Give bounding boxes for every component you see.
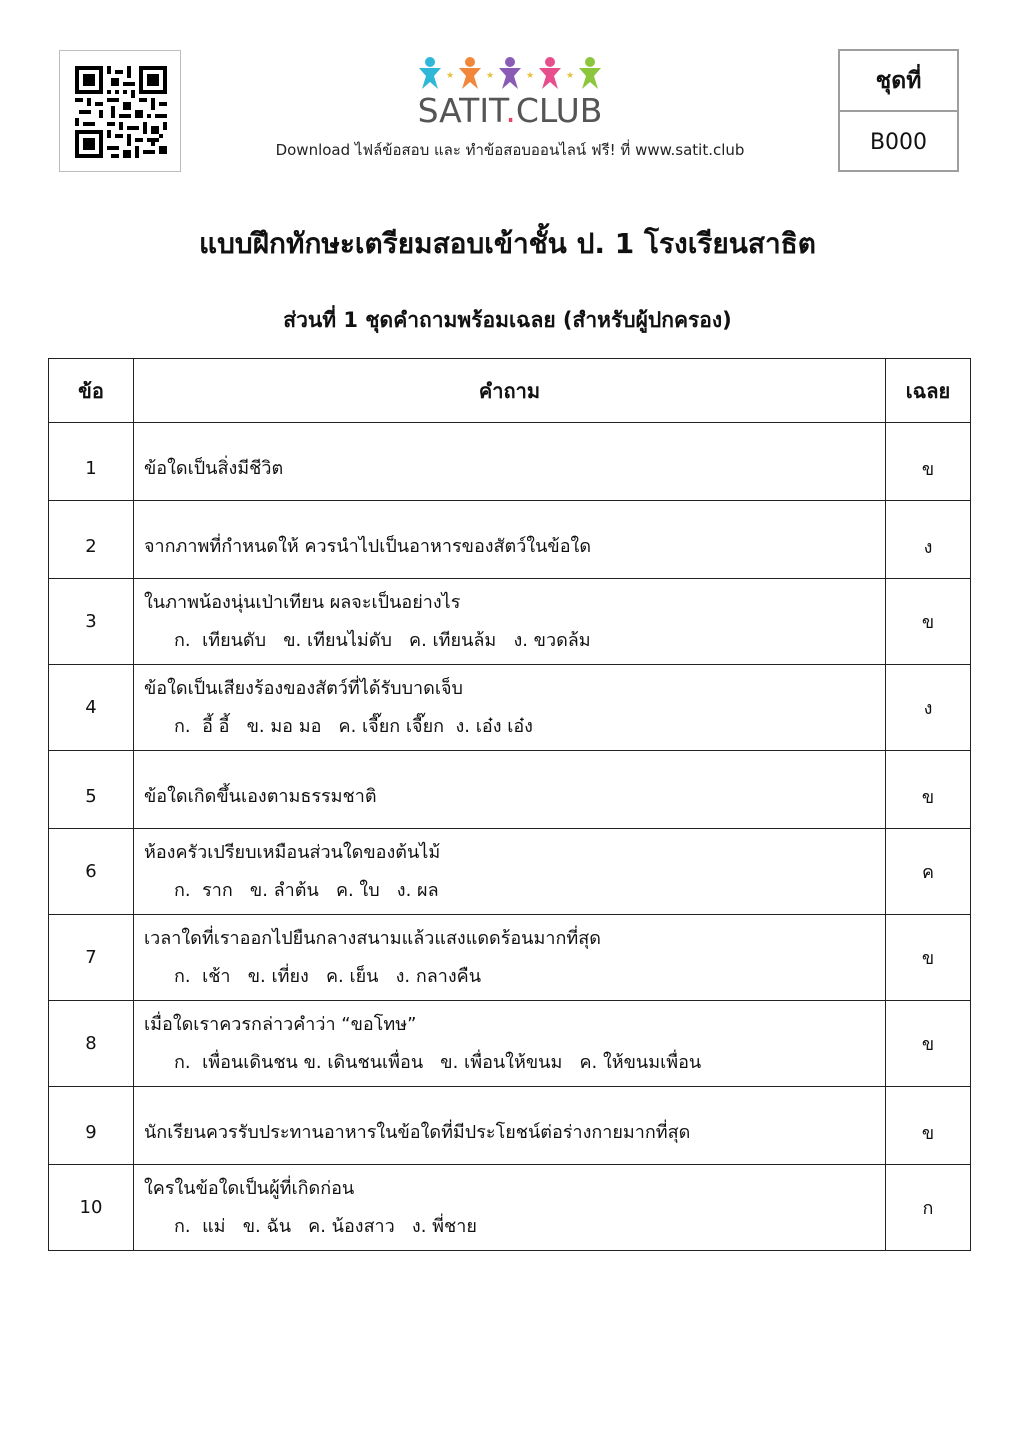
table-row: [49, 1087, 971, 1165]
header-question: คำถาม: [134, 359, 886, 423]
download-line: Download ไฟล์ข้อสอบ และ ทำข้อสอบออนไลน์ ฟรี! ที่ www.satit.club: [275, 141, 745, 159]
table-row: [49, 829, 971, 915]
qr-code: [59, 50, 181, 172]
logo-figures-icon: [415, 56, 605, 92]
table-row: [49, 423, 971, 501]
question-number: 4: [49, 665, 134, 751]
logo-figure-icon: [459, 57, 481, 89]
question-cell: [134, 829, 886, 915]
question-text: จากภาพที่กำหนดให้ ควรนำไปเป็นอาหารของสัตว์ในข้อใด: [144, 535, 592, 557]
answer-cell: ง: [886, 665, 971, 751]
logo-text-main: SATIT: [417, 91, 506, 130]
question-number: 6: [49, 829, 134, 915]
logo-figures: [240, 56, 780, 92]
question-cell: [134, 579, 886, 665]
set-label: ชุดที่: [840, 51, 957, 112]
question-table: [48, 358, 971, 1251]
question-choices: ก. อี้ อี้ ข. มอ มอ ค. เจี๊ยก เจี๊ยก ง. เอ๋ง เอ๋ง: [174, 715, 533, 737]
logo-wordmark: [240, 92, 780, 130]
question-cell: [134, 1165, 886, 1251]
table-row: [49, 1165, 971, 1251]
logo-figure-icon: [419, 57, 441, 89]
question-cell: [134, 751, 886, 829]
table-row: [49, 915, 971, 1001]
question-cell: [134, 1087, 886, 1165]
table-row: [49, 579, 971, 665]
question-choices: ก. เช้า ข. เที่ยง ค. เย็น ง. กลางคืน: [174, 965, 482, 987]
logo-text-end: CLUB: [515, 91, 603, 130]
logo-figure-icon: [499, 57, 521, 89]
question-text: นักเรียนควรรับประทานอาหารในข้อใดที่มีประโยชน์ต่อร่างกายมากที่สุด: [144, 1121, 691, 1143]
page-subtitle: ส่วนที่ 1 ชุดคำถามพร้อมเฉลย (สำหรับผู้ปกครอง): [283, 308, 732, 332]
question-text: เวลาใดที่เราออกไปยืนกลางสนามแล้วแสงแดดร้อนมากที่สุด: [144, 927, 601, 949]
question-choices: ก. เพื่อนเดินชน ข. เดินชนเพื่อน ข. เพื่อนให้ขนม ค. ให้ขนมเพื่อน: [174, 1051, 702, 1073]
question-choices: ก. เทียนดับ ข. เทียนไม่ดับ ค. เทียนล้ม ง. ขวดล้ม: [174, 629, 591, 651]
question-cell: [134, 501, 886, 579]
star-icon: ★: [445, 71, 455, 81]
answer-cell: ข: [886, 579, 971, 665]
logo-text-dot: .: [505, 91, 516, 130]
question-number: 5: [49, 751, 134, 829]
question-table-body: [49, 423, 971, 1251]
question-text: ใครในข้อใดเป็นผู้ที่เกิดก่อน: [144, 1177, 355, 1199]
answer-cell: ข: [886, 915, 971, 1001]
table-row: [49, 501, 971, 579]
star-icon: ★: [485, 71, 495, 81]
question-number: 2: [49, 501, 134, 579]
logo-figure-icon: [579, 57, 601, 89]
answer-cell: ข: [886, 751, 971, 829]
answer-cell: ข: [886, 1001, 971, 1087]
question-choices: ก. แม่ ข. ฉัน ค. น้องสาว ง. พี่ชาย: [174, 1215, 477, 1237]
answer-cell: ข: [886, 1087, 971, 1165]
question-number: 9: [49, 1087, 134, 1165]
question-number: 7: [49, 915, 134, 1001]
page-title: แบบฝึกทักษะเตรียมสอบเข้าชั้น ป. 1 โรงเรียนสาธิต: [199, 227, 816, 260]
star-icon: ★: [565, 71, 575, 81]
answer-cell: ง: [886, 501, 971, 579]
star-icon: ★: [525, 71, 535, 81]
answer-cell: ข: [886, 423, 971, 501]
question-cell: [134, 1001, 886, 1087]
answer-cell: ค: [886, 829, 971, 915]
question-number: 3: [49, 579, 134, 665]
question-text: ในภาพน้องนุ่นเป่าเทียน ผลจะเป็นอย่างไร: [144, 591, 461, 613]
question-cell: [134, 665, 886, 751]
question-text: ข้อใดเกิดขึ้นเองตามธรรมชาติ: [144, 785, 377, 807]
logo-figure-icon: [539, 57, 561, 89]
set-box: [838, 49, 959, 172]
site-logo: [240, 56, 780, 162]
header-answer: เฉลย: [886, 359, 971, 423]
table-row: [49, 665, 971, 751]
qr-code-icon: [75, 66, 167, 158]
question-cell: [134, 423, 886, 501]
question-number: 10: [49, 1165, 134, 1251]
question-choices: ก. ราก ข. ลำต้น ค. ใบ ง. ผล: [174, 879, 439, 901]
question-text: ห้องครัวเปรียบเหมือนส่วนใดของต้นไม้: [144, 841, 441, 863]
question-cell: [134, 915, 886, 1001]
header-num: ข้อ: [49, 359, 134, 423]
set-code: B000: [869, 129, 928, 155]
question-text: เมื่อใดเราควรกล่าวคำว่า “ขอโทษ”: [144, 1013, 417, 1035]
table-row: [49, 751, 971, 829]
question-text: ข้อใดเป็นเสียงร้องของสัตว์ที่ได้รับบาดเจ็บ: [144, 677, 463, 699]
table-row: [49, 1001, 971, 1087]
question-text: ข้อใดเป็นสิ่งมีชีวิต: [144, 457, 284, 479]
question-number: 8: [49, 1001, 134, 1087]
question-number: 1: [49, 423, 134, 501]
answer-cell: ก: [886, 1165, 971, 1251]
